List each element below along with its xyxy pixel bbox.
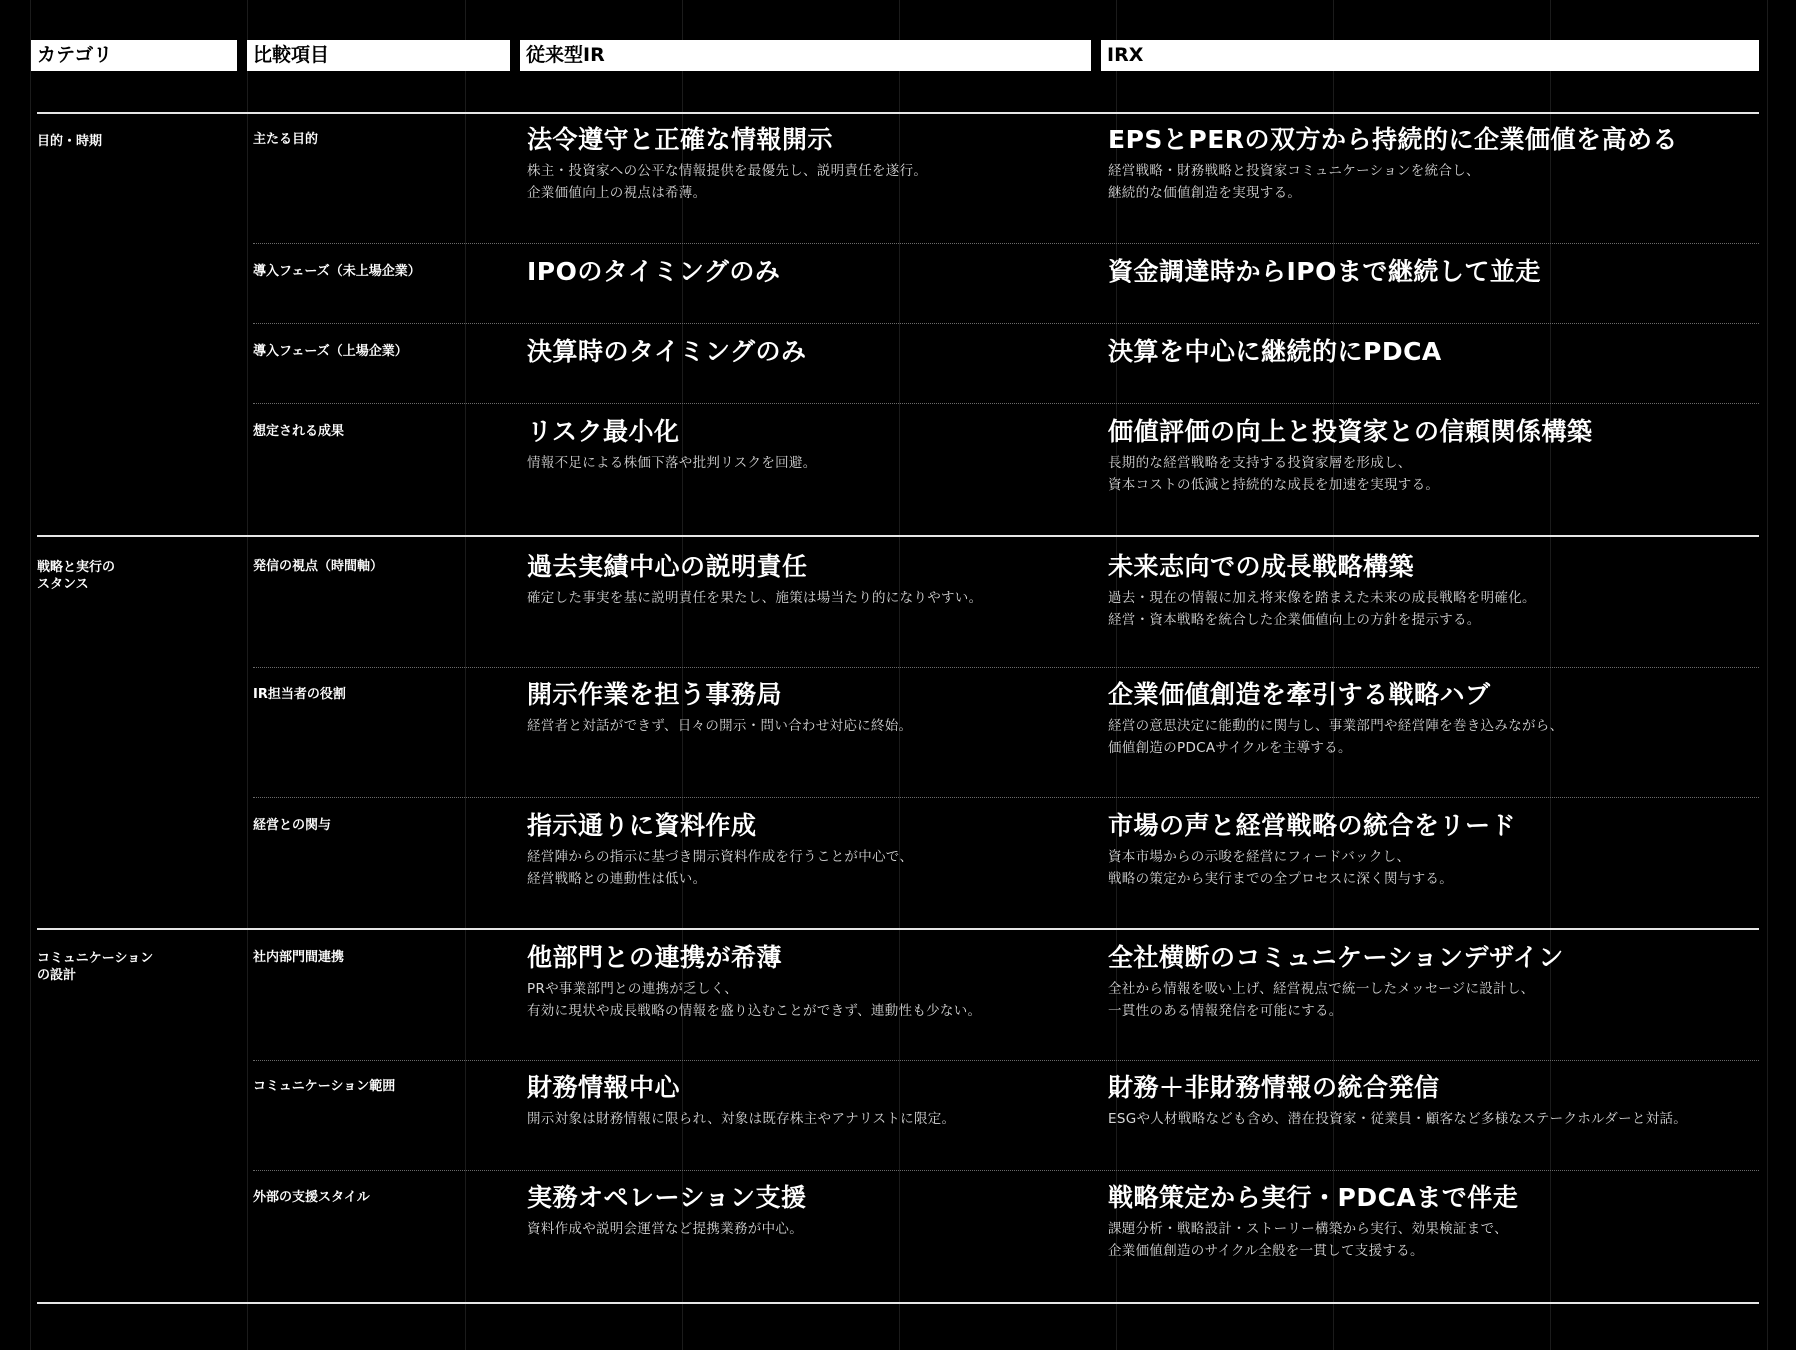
category-label: 戦略と実行の スタンス <box>37 560 116 592</box>
traditional-desc: 資料作成や説明会運営など提携業務が中心。 <box>527 1221 803 1237</box>
row-divider <box>253 323 1759 324</box>
traditional-cell <box>527 1072 1087 1130</box>
irx-desc: 過去・現在の情報に加え将来像を踏まえた未来の成長戦略を明確化。 経営・資本戦略を統合した企業価値向上の方針を提示する。 <box>1108 590 1536 628</box>
traditional-desc: 経営陣からの指示に基づき開示資料作成を行うことが中心で、 経営戦略との連動性は低い。 <box>527 849 914 887</box>
section-divider <box>37 1302 1759 1304</box>
item-label: 導入フェーズ（上場企業） <box>253 344 408 359</box>
item-label: 外部の支援スタイル <box>253 1190 370 1205</box>
item-label: IR担当者の役割 <box>253 687 346 702</box>
irx-desc: 課題分析・戦略設計・ストーリー構築から実行、効果検証まで、 企業価値創造のサイクル全般を一貫して支援する。 <box>1108 1221 1508 1259</box>
row-divider <box>253 1060 1759 1061</box>
traditional-title: 開示作業を担う事務局 <box>527 680 783 709</box>
irx-cell <box>1108 679 1768 759</box>
item-label: 社内部門間連携 <box>253 950 345 965</box>
irx-desc: 資本市場からの示唆を経営にフィードバックし、 戦略の策定から実行までの全プロセスに深く関与する。 <box>1108 849 1453 887</box>
section-divider <box>37 928 1759 930</box>
header-irx: IRX <box>1101 40 1759 71</box>
irx-cell <box>1108 336 1768 368</box>
traditional-title: 他部門との連携が希薄 <box>527 943 783 972</box>
traditional-title: 過去実績中心の説明責任 <box>527 552 808 581</box>
irx-title: 資金調達時からIPOまで継続して並走 <box>1108 257 1541 286</box>
row-divider <box>253 1170 1759 1171</box>
traditional-cell <box>527 416 1087 474</box>
header-traditional: 従来型IR <box>520 40 1091 71</box>
irx-title: 未来志向での成長戦略構築 <box>1108 552 1415 581</box>
section-divider <box>37 112 1759 114</box>
header-category: カテゴリ <box>31 40 237 71</box>
irx-title: 財務＋非財務情報の統合発信 <box>1108 1073 1440 1102</box>
irx-title: 決算を中心に継続的にPDCA <box>1108 337 1442 366</box>
irx-cell <box>1108 1182 1768 1262</box>
traditional-cell <box>527 942 1087 1022</box>
traditional-title: IPOのタイミングのみ <box>527 257 781 286</box>
traditional-cell <box>527 124 1087 204</box>
traditional-desc: 開示対象は財務情報に限られ、対象は既存株主やアナリストに限定。 <box>527 1111 956 1127</box>
irx-desc: 経営の意思決定に能動的に関与し、事業部門や経営陣を巻き込みながら、 価値創造のPDCAサイクルを主導する。 <box>1108 718 1564 756</box>
traditional-title: 指示通りに資料作成 <box>527 811 757 840</box>
irx-cell <box>1108 1072 1768 1130</box>
irx-cell <box>1108 810 1768 890</box>
item-label: 経営との関与 <box>253 818 332 833</box>
item-label: 発信の視点（時間軸） <box>253 559 384 574</box>
irx-cell <box>1108 942 1768 1022</box>
traditional-desc: 確定した事実を基に説明責任を果たし、施策は場当たり的になりやすい。 <box>527 590 983 606</box>
irx-title: 戦略策定から実行・PDCAまで伴走 <box>1108 1183 1519 1212</box>
row-divider <box>253 667 1759 668</box>
irx-title: EPSとPERの双方から持続的に企業価値を高める <box>1108 125 1679 154</box>
item-label: コミュニケーション範囲 <box>253 1079 396 1094</box>
category-label: コミュニケーション の設計 <box>37 951 154 983</box>
item-label: 主たる目的 <box>253 132 319 147</box>
irx-title: 全社横断のコミュニケーションデザイン <box>1108 943 1564 972</box>
traditional-cell <box>527 336 1087 368</box>
traditional-title: 財務情報中心 <box>527 1073 681 1102</box>
traditional-desc: 経営者と対話ができず、日々の開示・問い合わせ対応に終始。 <box>527 718 913 734</box>
traditional-title: 法令遵守と正確な情報開示 <box>527 125 834 154</box>
traditional-desc: 株主・投資家への公平な情報提供を最優先し、説明責任を遂行。 企業価値向上の視点は希薄。 <box>527 163 928 201</box>
irx-desc: ESGや人材戦略なども含め、潜在投資家・従業員・顧客など多様なステークホルダーと対話。 <box>1108 1111 1688 1127</box>
irx-desc: 経営戦略・財務戦略と投資家コミュニケーションを統合し、 継続的な価値創造を実現する。 <box>1108 163 1480 201</box>
item-label: 想定される成果 <box>253 424 345 439</box>
section-divider <box>37 535 1759 537</box>
traditional-cell <box>527 551 1087 609</box>
traditional-title: 決算時のタイミングのみ <box>527 337 807 366</box>
irx-title: 価値評価の向上と投資家との信頼関係構築 <box>1108 417 1593 446</box>
header-item: 比較項目 <box>247 40 510 71</box>
traditional-cell <box>527 810 1087 890</box>
irx-title: 企業価値創造を牽引する戦略ハブ <box>1108 680 1491 709</box>
row-divider <box>253 797 1759 798</box>
row-divider <box>253 243 1759 244</box>
irx-cell <box>1108 124 1768 204</box>
irx-cell <box>1108 256 1768 288</box>
traditional-desc: 情報不足による株価下落や批判リスクを回避。 <box>527 455 817 471</box>
category-label: 目的・時期 <box>37 134 103 149</box>
traditional-title: リスク最小化 <box>527 417 680 446</box>
traditional-cell <box>527 256 1087 288</box>
row-divider <box>253 403 1759 404</box>
traditional-cell <box>527 1182 1087 1240</box>
irx-cell <box>1108 551 1768 631</box>
irx-cell <box>1108 416 1768 496</box>
irx-title: 市場の声と経営戦略の統合をリード <box>1108 811 1517 840</box>
irx-desc: 全社から情報を吸い上げ、経営視点で統一したメッセージに設計し、 一貫性のある情報発信を可能にする。 <box>1108 981 1535 1019</box>
traditional-title: 実務オペレーション支援 <box>527 1183 807 1212</box>
traditional-cell <box>527 679 1087 737</box>
traditional-desc: PRや事業部門との連携が乏しく、 有効に現状や成長戦略の情報を盛り込むことができず、連動性も少ない。 <box>527 981 982 1019</box>
irx-desc: 長期的な経営戦略を支持する投資家層を形成し、 資本コストの低減と持続的な成長を加速を実現する。 <box>1108 455 1440 493</box>
item-label: 導入フェーズ（未上場企業） <box>253 264 421 279</box>
